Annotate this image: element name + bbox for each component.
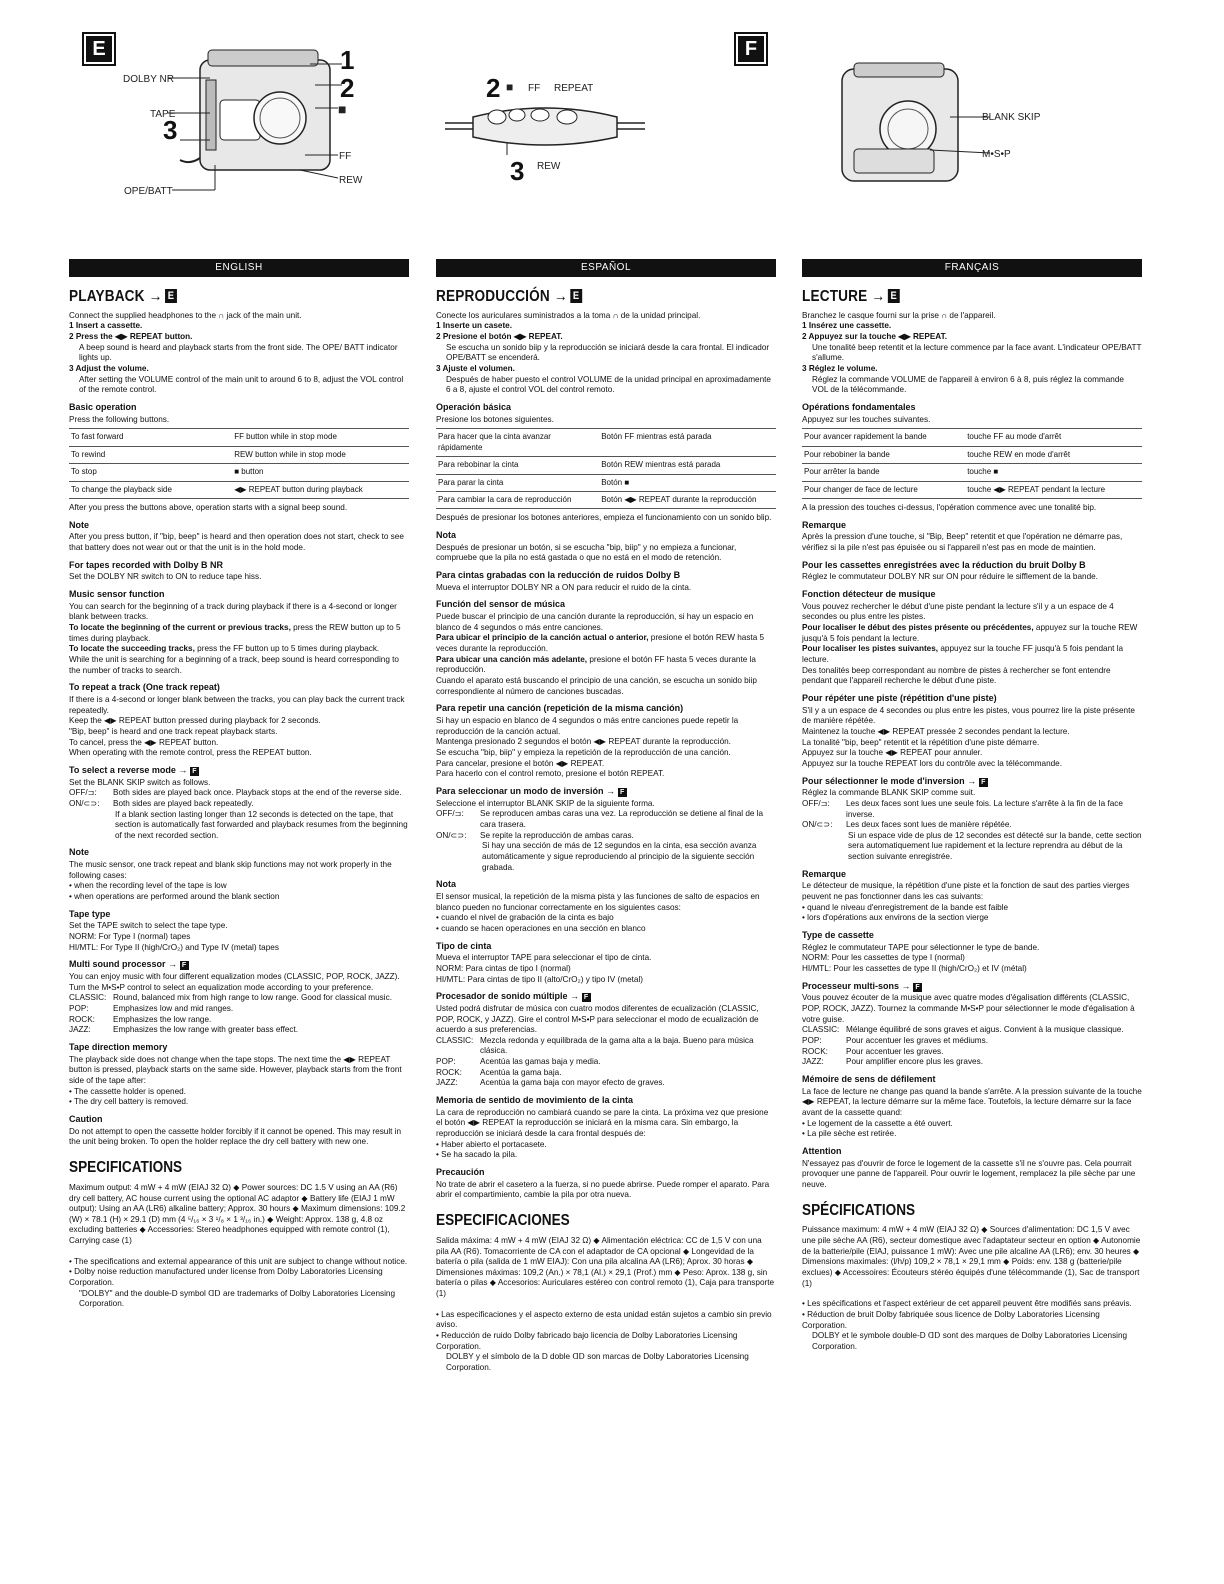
- reverse-on-def: ON/⊂⊃: Both sides are played back repeatedly.: [69, 798, 254, 808]
- table-cell: Pour avancer rapidement la bande: [802, 429, 965, 446]
- tape-direction-bullet-1: • Le logement de la cassette a été ouvert.: [802, 1118, 953, 1128]
- table-cell: REW button while in stop mode: [232, 446, 409, 463]
- step-3: 3 Adjust the volume.: [69, 364, 149, 374]
- callout-3: 3: [163, 115, 178, 145]
- remote-callout-3: 3: [510, 156, 525, 186]
- column-francais: [802, 259, 1142, 1353]
- step-1: 1 Insert a cassette.: [69, 321, 143, 331]
- tape-type-heading: Tipo de cinta: [436, 940, 492, 951]
- music-sensor-heading: Función del sensor de música: [436, 599, 566, 610]
- reverse-mode-heading: Para seleccionar un modo de inversión → F: [436, 786, 776, 798]
- music-sensor-next: To locate the succeeding tracks, press the FF button up to 5 times during playback.: [69, 644, 380, 654]
- tape-direction-bullet-1: • The cassette holder is opened.: [69, 1086, 186, 1096]
- footnote-2: • Reducción de ruido Dolby fabricado bajo licencia de Dolby Laboratories Licensing Corporation.: [436, 1331, 738, 1351]
- note2-bullet-b: • when operations are performed around the blank section: [69, 892, 280, 902]
- note-heading: Remarque: [802, 519, 847, 530]
- after-text: A la pression des touches ci-dessus, l'opération commence avec une tonalité bip.: [802, 502, 1097, 512]
- repeat-heading: To repeat a track (One track repeat): [69, 682, 220, 693]
- music-sensor-text: You can search for the beginning of a track during playback if there is a 4-second or longer blank between tracks.: [69, 601, 397, 622]
- eq-mode-name: CLASSIC:: [69, 993, 107, 1003]
- tape-type-norm: NORM: Pour les cassettes de type I (normal): [802, 953, 965, 963]
- eq-mode-name: JAZZ:: [802, 1057, 824, 1067]
- table-cell: ◀▶ REPEAT button during playback: [232, 481, 409, 498]
- table-cell: Pour arrêter la bande: [802, 464, 965, 481]
- note2-bullet-a: • cuando el nivel de grabación de la cinta es bajo: [436, 913, 614, 923]
- tape-type-text: Réglez le commutateur TAPE pour sélectionner le type de bande.: [802, 942, 1040, 952]
- tape-direction-heading: Mémoire de sens de défilement: [802, 1074, 936, 1085]
- eq-mode-name: CLASSIC:: [802, 1025, 840, 1035]
- specifications-heading: SPECIFICATIONS: [69, 1159, 183, 1177]
- specifications-text: Salida máxima: 4 mW + 4 mW (EIAJ 32 Ω) ◆ Alimentación eléctrica: CC de 1,5 V con una pila AA (R6). Tomacorriente de CA con el adaptador de CA opcional ◆ Longevidad de la batería o pila (salida de 1 mW EIAJ): Con una pila alcalina AA (LR6); Aprox. 30 horas ◆ Dimensiones máximas: 109,2 (An.) × 78,1 (Al.) × 29,1 (Prof.) mm ◆ Peso: Aprox. 138 g, sin batería o pilas ◆ Accesorios: Auriculares estéreo con control remoto (1), Caja para transporte (1): [436, 1235, 775, 1299]
- language-band: ESPAÑOL: [436, 259, 776, 277]
- figure-ref-badge: E: [570, 289, 582, 303]
- music-sensor-beep: While the unit is searching for a beginning of a track, beep sound is heard corresponding to the number of tracks to search.: [69, 654, 399, 675]
- caution-heading: Attention: [802, 1146, 842, 1157]
- reverse-mode-heading: Pour sélectionner le mode d'inversion → F: [802, 776, 1142, 788]
- eq-mode-item: [69, 1025, 409, 1036]
- footnotes: [802, 1299, 1142, 1352]
- step-3: 3 Ajuste el volumen.: [436, 364, 515, 374]
- caution-text: N'essayez pas d'ouvrir de force le logement de la cassette s'il ne s'ouvre pas. Cela pourrait provoquer une panne de l'appareil. Pour ouvrir le logement, remplacez la pile sèche par une neuve.: [802, 1158, 1136, 1190]
- tape-type-text: Set the TAPE switch to select the tape type.: [69, 921, 228, 931]
- step-2: 2 Press the ◀▶ REPEAT button.: [69, 332, 193, 342]
- step-2-detail: Se escucha un sonido biip y la reproducción se iniciará desde la cara frontal. El indicador OPE/BATT se encenderá.: [446, 342, 770, 363]
- basic-operation-text: Appuyez sur les touches suivantes.: [802, 414, 931, 424]
- table-cell: Para cambiar la cara de reproducción: [436, 491, 599, 508]
- music-sensor-current: Pour localiser le début des pistes présente ou précédentes, appuyez sur la touche REW jusqu'à 5 fois pendant la lecture.: [802, 622, 1138, 643]
- repeat-text-3: La tonalité "bip, beep" retentit et la répétition d'une piste démarre.: [802, 737, 1040, 747]
- eq-mode-description: Pour amplifier encore plus les graves.: [846, 1057, 983, 1067]
- eq-mode-item: [69, 993, 409, 1004]
- table-cell: To stop: [69, 464, 232, 481]
- tape-type-norm: NORM: For Type I (normal) tapes: [69, 932, 191, 942]
- eq-mode-description: Acentúa la gama baja con mayor efecto de graves.: [480, 1078, 665, 1088]
- tape-type-himtl: HI/MTL: Pour les cassettes de type II (high/CrO₂) et IV (métal): [802, 964, 1027, 974]
- music-sensor-current: Para ubicar el principio de la canción actual o anterior, presione el botón REW hasta 5 veces durante la reproducción.: [436, 633, 765, 653]
- music-sensor-beep: Cuando el aparato está buscando el principio de una canción, se escucha un sonido biip correspondiente al número de canciones buscadas.: [436, 675, 757, 696]
- table-cell: touche ◀▶ REPEAT pendant la lecture: [965, 481, 1142, 498]
- eq-mode-item: [436, 1036, 776, 1057]
- eq-mode-description: Acentúa las gamas baja y media.: [480, 1057, 601, 1067]
- specifications-heading: ESPECIFICACIONES: [436, 1212, 570, 1230]
- eq-mode-list: [802, 1025, 1142, 1068]
- footnote-1: • The specifications and external appearance of this unit are subject to change without notice.: [69, 1256, 408, 1266]
- music-sensor-next: Pour localiser les pistes suivantes, appuyez sur la touche FF jusqu'à 5 fois pendant la lecture.: [802, 644, 1124, 664]
- remote-control-figure: [445, 95, 645, 165]
- msp-heading: Procesador de sonido múltiple → F: [436, 991, 776, 1003]
- dolby-heading: Pour les cassettes enregistrées avec la réduction du bruit Dolby B: [802, 559, 1086, 570]
- msp-text: Usted podrá disfrutar de música con cuatro modos diferentes de ecualización (CLASSIC, POP, ROCK, y JAZZ). Gire el control M•S•P para seleccionar el modo de ecualización de acuerdo a sus preferencias.: [436, 1003, 759, 1035]
- caution-text: Do not attempt to open the cassette holder forcibly if it cannot be opened. This may result in the unit being broken. To open the holder replace the dry cell battery with new one.: [69, 1126, 402, 1147]
- eq-mode-name: ROCK:: [802, 1046, 828, 1056]
- figure-f-cassette-player: [830, 55, 1010, 195]
- eq-mode-description: Round, balanced mix from high range to low range. Good for classical music.: [113, 993, 392, 1003]
- step-3-detail: Réglez la commande VOLUME de l'appareil à environ 6 à 8, puis réglez la commande VOL de la télécommande.: [812, 374, 1124, 395]
- step-2: 2 Appuyez sur la touche ◀▶ REPEAT.: [802, 332, 947, 342]
- basic-operation-text: Press the following buttons.: [69, 414, 170, 424]
- operations-table: [802, 428, 1142, 499]
- eq-mode-name: CLASSIC:: [436, 1035, 474, 1045]
- dolby-text: Set the DOLBY NR switch to ON to reduce tape hiss.: [69, 572, 262, 582]
- intro-text: Connect the supplied headphones to the ∩ jack of the main unit.: [69, 310, 302, 320]
- note2-bullet-b: • cuando se hacen operaciones en una sección en blanco: [436, 923, 646, 933]
- table-cell: Botón ◀▶ REPEAT durante la reproducción: [599, 491, 776, 508]
- figure-ref-badge: E: [165, 289, 177, 303]
- eq-mode-item: [436, 1057, 776, 1068]
- repeat-text-2: Keep the ◀▶ REPEAT button pressed during playback for 2 seconds.: [69, 716, 321, 726]
- table-row: [69, 481, 409, 498]
- repeat-text-1: S'il y a un espace de 4 secondes ou plus entre les pistes, vous pourrez lire la piste présente de manière répétée.: [802, 705, 1135, 726]
- step-1: 1 Inserte un casete.: [436, 321, 512, 331]
- table-cell: FF button while in stop mode: [232, 429, 409, 446]
- table-cell: To fast forward: [69, 429, 232, 446]
- remote-ff-label: FF: [528, 83, 541, 94]
- step-3-detail: After setting the VOLUME control of the main unit to around 6 to 8, adjust the VOL control of the remote control.: [79, 374, 404, 395]
- table-cell: touche FF au mode d'arrêt: [965, 429, 1142, 446]
- note2-heading: Nota: [436, 879, 456, 890]
- eq-mode-item: [436, 1078, 776, 1089]
- remote-rew-label: REW: [537, 161, 561, 172]
- repeat-text-5: When operating with the remote control, press the REPEAT button.: [69, 748, 312, 758]
- callout-1: 1: [340, 45, 355, 75]
- after-text: Después de presionar los botones anteriores, empieza el funcionamiento con un sonido blip.: [436, 513, 772, 523]
- eq-mode-description: Pour accentuer les graves.: [846, 1046, 944, 1056]
- dolby-text: Mueva el interruptor DOLBY NR a ON para reducir el ruido de la cinta.: [436, 582, 692, 592]
- repeat-text-3: "Bip, beep" is heard and one track repeat playback starts.: [69, 726, 278, 736]
- basic-operation-heading: Operación básica: [436, 402, 512, 413]
- table-cell: touche REW en mode d'arrêt: [965, 446, 1142, 463]
- eq-mode-item: [69, 1015, 409, 1026]
- eq-mode-item: [802, 1036, 1142, 1047]
- eq-mode-name: ROCK:: [436, 1067, 462, 1077]
- basic-operation-heading: Basic operation: [69, 402, 137, 413]
- step-2: 2 Presione el botón ◀▶ REPEAT.: [436, 332, 563, 342]
- note-text: Después de presionar un botón, si se escucha "bip, biip" y no empieza a funcionar, compruebe que la pila no está gastada o que no está en el modo de retención.: [436, 542, 737, 563]
- intro-text: Conecte los auriculares suministrados a la toma ∩ de la unidad principal.: [436, 310, 701, 320]
- footnote-2: • Réduction de bruit Dolby fabriquée sous licence de Dolby Laboratories Licensing Corporation.: [802, 1310, 1100, 1330]
- table-cell: Botón ■: [599, 474, 776, 491]
- reverse-on-def: ON/⊂⊃: Les deux faces sont lues de manière répétée.: [802, 820, 1012, 830]
- tape-type-heading: Tape type: [69, 908, 111, 919]
- table-cell: touche ■: [965, 464, 1142, 481]
- remote-stop-symbol: ■: [506, 80, 514, 94]
- repeat-text-5: Appuyez sur la touche REPEAT lors du contrôle avec la télécommande.: [802, 758, 1063, 768]
- eq-mode-name: POP:: [69, 1004, 89, 1014]
- reverse-off-def: OFF/⊐: Les deux faces sont lues une seule fois. La lecture s'arrête à la fin de la face inverse.: [802, 798, 1123, 819]
- remote-callout-2: 2: [486, 73, 501, 103]
- table-cell: To change the playback side: [69, 481, 232, 498]
- column-english: [69, 259, 409, 1310]
- eq-mode-list: [436, 1036, 776, 1089]
- table-cell: Pour changer de face de lecture: [802, 481, 965, 498]
- footnote-1: • Las especificaciones y el aspecto externo de esta unidad están sujetos a cambio sin previo aviso.: [436, 1309, 772, 1330]
- footnotes: [69, 1257, 409, 1310]
- caution-heading: Caution: [69, 1114, 103, 1125]
- eq-mode-item: [69, 1004, 409, 1015]
- note-text: Après la pression d'une touche, si "Bip, Beep" retentit et que l'opération ne démarre pas, vérifiez si la pile n'est pas épuisée ou si l'appareil n'est pas en mode de maintien.: [802, 532, 1123, 552]
- table-cell: Botón REW mientras está parada: [599, 457, 776, 474]
- footnotes: [436, 1310, 776, 1374]
- intro-text: Branchez le casque fourni sur la prise ∩ de l'appareil.: [802, 310, 996, 320]
- repeat-text-4: Appuyez sur la touche ◀▶ REPEAT pour annuler.: [802, 748, 983, 758]
- table-cell: Botón FF mientras está parada: [599, 429, 776, 457]
- eq-mode-name: JAZZ:: [436, 1078, 458, 1088]
- tape-type-text: Mueva el interruptor TAPE para seleccionar el tipo de cinta.: [436, 953, 652, 963]
- eq-mode-name: POP:: [436, 1057, 456, 1067]
- stop-symbol: ■: [338, 101, 347, 117]
- rew-label: REW: [339, 175, 363, 186]
- column-espanol: [436, 259, 776, 1374]
- caution-heading: Precaución: [436, 1167, 485, 1178]
- note-heading: Note: [69, 519, 89, 530]
- repeat-heading: Para repetir una canción (repetición de la misma canción): [436, 703, 684, 714]
- after-text: After you press the buttons above, operation starts with a signal beep sound.: [69, 502, 348, 512]
- dolby-text: Réglez le commutateur DOLBY NR sur ON pour réduire le sifflement de la bande.: [802, 572, 1098, 582]
- step-3: 3 Réglez le volume.: [802, 364, 878, 374]
- eq-mode-item: [802, 1057, 1142, 1068]
- note2-bullet-b: • lors d'opérations aux environs de la section vierge: [802, 913, 989, 923]
- callout-2: 2: [340, 73, 355, 103]
- caution-text: No trate de abrir el casetero a la fuerza, si no puede abrirse. Puede romper el aparato. Para abrir el compartimiento, cambie la pila por otra nueva.: [436, 1179, 770, 1200]
- step-3-detail: Después de haber puesto el control VOLUME de la unidad principal en aproximadamente 6 a 8, ajuste el control VOL del control remoto.: [446, 374, 771, 395]
- tape-label: TAPE: [150, 109, 176, 120]
- remote-repeat-label: REPEAT: [554, 83, 594, 94]
- tape-direction-bullet-1: • Haber abierto el portacasete.: [436, 1139, 547, 1149]
- msp-text: You can enjoy music with four different equalization modes (CLASSIC, POP, ROCK, JAZZ). Turn the M•S•P control to select an equalization mode according to your preference.: [69, 972, 400, 992]
- note2-text: The music sensor, one track repeat and blank skip functions may not work properly in the following cases:: [69, 860, 392, 880]
- eq-mode-item: [436, 1068, 776, 1079]
- reverse-on-detail: Si hay una sección de más de 12 segundos en la cinta, esa sección avanza automáticamente y sigue reproduciendo al principio de la siguiente sección grabada.: [482, 841, 757, 872]
- eq-mode-description: Emphasizes low and mid ranges.: [113, 1004, 234, 1014]
- note2-bullet-a: • when the recording level of the tape is low: [69, 881, 227, 891]
- figure-f-badge: F: [734, 32, 768, 66]
- ff-label: FF: [339, 151, 352, 162]
- music-sensor-text: Puede buscar el principio de una canción durante la reproducción, si hay un espacio en blanco de 4 segundos o más entre canciones.: [436, 612, 754, 632]
- repeat-text-2: Maintenez la touche ◀▶ REPEAT pressée 2 secondes pendant la lecture.: [802, 726, 1070, 736]
- msp-heading: Multi sound processor → F: [69, 959, 409, 971]
- repeat-text-1: Si hay un espacio en blanco de 4 segundos o más entre canciones puede repetir la reproducción de la canción actual.: [436, 715, 739, 736]
- language-band: ENGLISH: [69, 259, 409, 277]
- footnote-3: DOLBY et le symbole double-D ᗡᗞ sont des marques de Dolby Laboratories Licensing Corporation.: [812, 1331, 1128, 1352]
- tape-type-himtl: HI/MTL: Para cintas de tipo II (alto/CrO₂) y tipo IV (metal): [436, 974, 644, 984]
- tape-direction-text: La face de lecture ne change pas quand la bande s'arrête. A la pression suivante de la touche ◀▶ REPEAT, la lecture démarre sur la même face. Toutefois, la lecture démarre sur la face avant de la cassette quand:: [802, 1086, 1142, 1118]
- table-row: [69, 429, 409, 446]
- table-row: [802, 446, 1142, 463]
- table-row: [436, 457, 776, 474]
- reverse-mode-text: Set the BLANK SKIP switch as follows.: [69, 777, 211, 787]
- note2-heading: Note: [69, 847, 89, 858]
- tape-direction-text: La cara de reproducción no cambiará cuando se pare la cinta. La próxima vez que presione el botón ◀▶ REPEAT la reproducción se iniciará en la misma cara. Sin embargo, la reproducción se iniciará desde la cara frontal después de:: [436, 1107, 769, 1139]
- figure-ref-badge: E: [888, 289, 900, 303]
- table-cell: ■ button: [232, 464, 409, 481]
- dolby-heading: For tapes recorded with Dolby B NR: [69, 559, 224, 570]
- repeat-text-3: Se escucha "bip, biip" y empieza la repetición de la reproducción de una canción.: [436, 747, 731, 757]
- section-title: PLAYBACK → E: [69, 287, 358, 308]
- music-sensor-heading: Fonction détecteur de musique: [802, 588, 936, 599]
- reverse-on-detail: Si un espace vide de plus de 12 secondes est détecté sur la bande, cette section sera automatiquement lue rapidement et la lecture reprendra au début de la section suivante enregistrée.: [848, 830, 1142, 862]
- eq-mode-description: Acentúa la gama baja.: [480, 1067, 562, 1077]
- eq-mode-description: Mezcla redonda y equilibrada de la gama alta a la baja. Bueno para música clásica.: [480, 1035, 754, 1056]
- step-2-detail: A beep sound is heard and playback starts from the front side. The OPE/ BATT indicator lights up.: [79, 342, 398, 363]
- note2-heading: Remarque: [802, 868, 847, 879]
- tape-type-heading: Type de cassette: [802, 930, 874, 941]
- tape-direction-text: The playback side does not change when the tape stops. The next time the ◀▶ REPEAT button is pressed, playback starts on the same side. However, playback starts from the front side of the tape after:: [69, 1054, 402, 1086]
- specifications-text: Puissance maximum: 4 mW + 4 mW (EIAJ 32 Ω) ◆ Sources d'alimentation: DC 1,5 V avec une pile sèche AA (R6), secteur domestique avec l'adaptateur secteur en option ◆ Autonomie de la batterie/pile (EIAJ, puissance 1 mW): Avec une pile alcaline AA (LR6); env. 30 heures ◆ Dimensions maximales: (l/h/p) 109,2 × 78,1 × 29,1 mm ◆ Poids: env. 138 g (batterie/pile exclues) ◆ Accessoires: Écouteurs stéréo équipés d'une télécommande (1), Sac de transport (1): [802, 1225, 1141, 1288]
- step-2-detail: Une tonalité beep retentit et la lecture commence par la face avant. L'indicateur OPE/BATT s'allume.: [812, 342, 1142, 363]
- table-row: [802, 429, 1142, 446]
- tape-direction-bullet-2: • La pile sèche est retirée.: [802, 1129, 897, 1139]
- operations-table: [436, 428, 776, 509]
- table-row: [69, 446, 409, 463]
- repeat-text-4: Para cancelar, presione el botón ◀▶ REPEAT.: [436, 758, 605, 768]
- footnote-1: • Les spécifications et l'aspect extérieur de cet appareil peuvent être modifiés sans préavis.: [802, 1299, 1132, 1309]
- music-sensor-text: Vous pouvez rechercher le début d'une piste pendant la lecture s'il y a un espace de 4 secondes ou plus entre les pistes.: [802, 601, 1114, 622]
- blank-skip-label: BLANK SKIP: [982, 112, 1041, 123]
- eq-mode-description: Pour accentuer les graves et médiums.: [846, 1036, 988, 1046]
- repeat-text-5: Para hacerlo con el control remoto, presione el botón REPEAT.: [436, 769, 665, 779]
- eq-mode-item: [802, 1025, 1142, 1036]
- eq-mode-list: [69, 993, 409, 1036]
- msp-heading: Processeur multi-sons → F: [802, 981, 1142, 993]
- table-cell: Para parar la cinta: [436, 474, 599, 491]
- note2-bullet-a: • quand le niveau d'enregistrement de la bande est faible: [802, 902, 1009, 912]
- music-sensor-heading: Music sensor function: [69, 588, 165, 599]
- eq-mode-item: [802, 1047, 1142, 1058]
- step-1: 1 Insérez une cassette.: [802, 321, 892, 331]
- repeat-text-2: Mantenga presionado 2 segundos el botón ◀▶ REPEAT durante la reproducción.: [436, 737, 731, 747]
- tape-direction-heading: Memoria de sentido de movimiento de la cinta: [436, 1095, 634, 1106]
- note-text: After you press button, if "bip, beep" is heard and then operation does not start, check to see that battery does not wear out or that the unit is in the hold mode.: [69, 532, 404, 552]
- msp-label: M•S•P: [982, 149, 1011, 160]
- reverse-on-detail: If a blank section lasting longer than 12 seconds is detected on the tape, that section is automatically fast forwarded and playback resumes from the beginning of the next recorded section.: [115, 809, 408, 840]
- specifications-text: Maximum output: 4 mW + 4 mW (EIAJ 32 Ω) ◆ Power sources: DC 1.5 V using an AA (R6) dry cell battery, AC house current using the optional AC adaptor ◆ Battery life (EIAJ 1 mW output): Using an AA (LR6) alkaline battery; Approx. 30 hours ◆ Maximum dimensions: 109.2 (W) × 78.1 (H) × 29.1 (D) mm (4 ⁵/₁₆ × 3 ¹/₈ × 1 ³/₁₆ in.) ◆ Weight: Approx. 138 g, 4.8 oz excluding batteries ◆ Accessories: Stereo headphones equipped with remote control (1), Carrying case (1): [69, 1182, 406, 1246]
- reverse-off-def: OFF/⊐: Se reproducen ambas caras una vez. La reproducción se detiene al final de la cara trasera.: [436, 809, 764, 829]
- reverse-off-def: OFF/⊐: Both sides are played back once. Playback stops at the end of the reverse side.: [69, 788, 402, 798]
- table-row: [436, 491, 776, 508]
- eq-mode-description: Emphasizes the low range.: [113, 1014, 212, 1024]
- basic-operation-text: Presione los botones siguientes.: [436, 414, 554, 424]
- specifications-heading: SPÉCIFICATIONS: [802, 1201, 916, 1219]
- footnote-3: DOLBY y el símbolo de la D doble ᗡᗞ son marcas de Dolby Laboratories Licensing Corporation.: [446, 1352, 749, 1373]
- table-cell: Pour rebobiner la bande: [802, 446, 965, 463]
- note-heading: Nota: [436, 530, 456, 540]
- figure-e-badge: E: [82, 32, 116, 66]
- tape-direction-bullet-2: • Se ha sacado la pila.: [436, 1150, 518, 1160]
- music-sensor-next: Para ubicar una canción más adelante, presione el botón FF hasta 5 veces durante la reproducción.: [436, 654, 756, 675]
- section-title: LECTURE → E: [802, 287, 1091, 308]
- reverse-mode-text: Seleccione el interruptor BLANK SKIP de la siguiente forma.: [436, 798, 655, 808]
- eq-mode-name: POP:: [802, 1036, 822, 1046]
- eq-mode-description: Mélange équilibré de sons graves et aigus. Convient à la musique classique.: [846, 1025, 1124, 1035]
- reverse-mode-heading: To select a reverse mode → F: [69, 765, 409, 777]
- reverse-on-def: ON/⊂⊃: Se repite la reproducción de ambas caras.: [436, 830, 634, 840]
- basic-operation-heading: Opérations fondamentales: [802, 402, 916, 413]
- reverse-mode-text: Réglez la commande BLANK SKIP comme suit.: [802, 788, 976, 798]
- table-row: [69, 464, 409, 481]
- tape-direction-bullet-2: • The dry cell battery is removed.: [69, 1097, 189, 1107]
- table-row: [436, 474, 776, 491]
- table-row: [436, 429, 776, 457]
- tape-type-norm: NORM: Para cintas de tipo I (normal): [436, 963, 571, 973]
- table-row: [802, 481, 1142, 498]
- dolby-heading: Para cintas grabadas con la reducción de ruidos Dolby B: [436, 570, 681, 580]
- repeat-text-1: If there is a 4-second or longer blank between the tracks, you can play back the current track repeatedly.: [69, 694, 405, 715]
- operations-table: [69, 428, 409, 499]
- eq-mode-description: Emphasizes the low range with greater bass effect.: [113, 1025, 299, 1035]
- table-cell: Para hacer que la cinta avanzar rápidamente: [436, 429, 599, 457]
- eq-mode-name: JAZZ:: [69, 1025, 91, 1035]
- repeat-heading: Pour répéter une piste (répétition d'une piste): [802, 692, 997, 703]
- table-cell: Para rebobinar la cinta: [436, 457, 599, 474]
- note2-text: El sensor musical, la repetición de la misma pista y las funciones de salto de espacios en blanco pueden no funcionar correctamente en los siguientes casos:: [436, 891, 760, 912]
- language-band: FRANÇAIS: [802, 259, 1142, 277]
- dolby-nr-label: DOLBY NR: [123, 74, 174, 85]
- footnote-2: • Dolby noise reduction manufactured under license from Dolby Laboratories Licensing Corporation.: [69, 1267, 383, 1288]
- ope-batt-label: OPE/BATT: [124, 186, 173, 197]
- note2-text: Le détecteur de musique, la répétition d'une piste et la fonction de saut des parties vierges peuvent ne pas fonctionner dans les cas suivants:: [802, 881, 1130, 902]
- msp-text: Vous pouvez écouter de la musique avec quatre modes d'égalisation différents (CLASSIC, POP, ROCK, JAZZ). Tournez la commande M•S•P pour sélectionner le mode d'égalisation à votre guise.: [802, 993, 1135, 1024]
- eq-mode-name: ROCK:: [69, 1014, 95, 1024]
- repeat-text-4: To cancel, press the ◀▶ REPEAT button.: [69, 737, 219, 747]
- music-sensor-current: To locate the beginning of the current or previous tracks, press the REW button up to 5 times during playback.: [69, 622, 401, 643]
- table-cell: To rewind: [69, 446, 232, 463]
- tape-direction-heading: Tape direction memory: [69, 1042, 168, 1053]
- footnote-3: "DOLBY" and the double-D symbol ᗡᗞ are trademarks of Dolby Laboratories Licensing Corporation.: [79, 1288, 396, 1309]
- tape-type-himtl: HI/MTL: For Type II (high/CrO₂) and Type IV (metal) tapes: [69, 942, 279, 952]
- music-sensor-beep: Des tonalités beep correspondant au nombre de pistes à rechercher se font entendre pendant que l'appareil recherche le début d'une piste.: [802, 665, 1111, 686]
- section-title: REPRODUCCIÓN → E: [436, 287, 725, 308]
- table-row: [802, 464, 1142, 481]
